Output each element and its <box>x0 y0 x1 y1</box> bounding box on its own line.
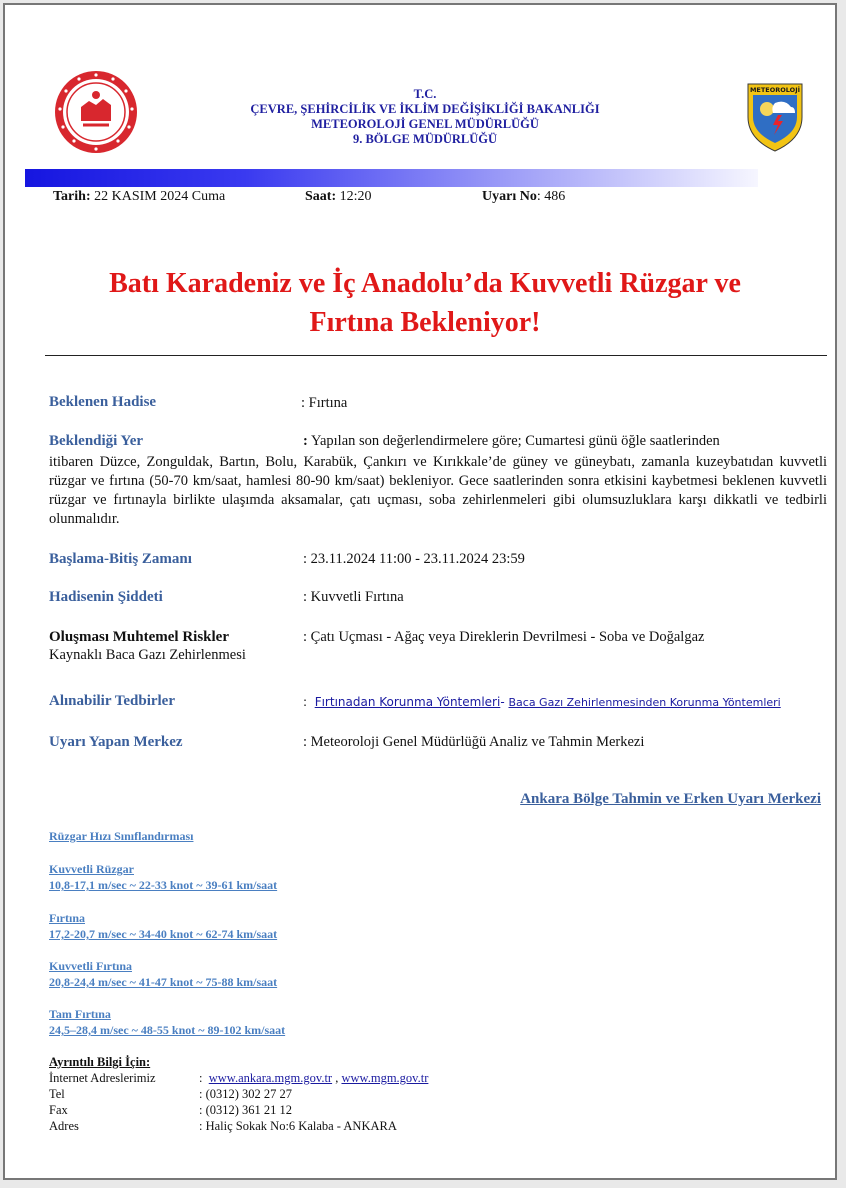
date-field <box>53 189 225 205</box>
warning-value: : 486 <box>536 189 566 204</box>
time-label: Saat: <box>305 189 337 204</box>
time-range-label: Başlama-Bitiş Zamanı <box>49 551 192 567</box>
wind-class-name[interactable]: Kuvvetli Rüzgar <box>49 862 134 876</box>
time-value: 12:20 <box>339 189 372 204</box>
wind-class-range[interactable]: 10,8-17,1 m/sec ~ 22-33 knot ~ 39-61 km/saat <box>49 878 278 892</box>
place-colon: : <box>303 433 308 449</box>
internet-label: İnternet Adreslerimiz <box>49 1071 156 1085</box>
wind-scale-heading[interactable]: Rüzgar Hızı Sınıflandırması <box>49 829 194 843</box>
ankara-website-link[interactable]: www.ankara.mgm.gov.tr <box>208 1071 333 1085</box>
contact-row-address <box>49 1119 397 1134</box>
divider <box>45 355 827 356</box>
time-field <box>305 189 372 205</box>
measures-separator: - <box>500 695 505 709</box>
time-range-value: : 23.11.2024 11:00 - 23.11.2024 23:59 <box>303 551 525 567</box>
place-label: Beklendiği Yer <box>49 433 144 449</box>
title-line-2: Fırtına Bekleniyor! <box>309 307 541 338</box>
event-value: : Fırtına <box>301 395 348 411</box>
header-text <box>165 87 685 147</box>
warning-number-field <box>482 189 565 205</box>
event-label: Beklenen Hadise <box>49 394 157 410</box>
warning-label: Uyarı No <box>482 189 537 204</box>
fax-value: : (0312) 361 21 12 <box>199 1103 293 1117</box>
wind-class-range[interactable]: 20,8-24,4 m/sec ~ 41-47 knot ~ 75-88 km/saat <box>49 975 278 989</box>
wind-class-name[interactable]: Kuvvetli Fırtına <box>49 959 132 973</box>
measures-label: Alınabilir Tedbirler <box>49 693 175 709</box>
measures-value <box>303 695 781 709</box>
contact-row-fax <box>49 1103 292 1118</box>
header-line-region: 9. BÖLGE MÜDÜRLÜĞÜ <box>352 132 498 146</box>
place-first-line <box>303 433 827 450</box>
url-separator: , <box>335 1071 339 1085</box>
fax-label: Fax <box>49 1103 68 1117</box>
ministry-seal-icon <box>53 69 139 155</box>
tel-label: Tel <box>49 1087 65 1101</box>
logo-text: METEOROLOJİ <box>749 86 801 94</box>
header-line-directorate: METEOROLOJİ GENEL MÜDÜRLÜĞÜ <box>311 117 539 131</box>
header-gradient-bar <box>25 169 758 187</box>
wind-class-range[interactable]: 24,5–28,4 m/sec ~ 48-55 knot ~ 89-102 km/saat <box>49 1023 286 1037</box>
mgm-website-link[interactable]: www.mgm.gov.tr <box>341 1071 429 1085</box>
contact-title: Ayrıntılı Bilgi İçin: <box>49 1055 151 1069</box>
header-line-ministry: ÇEVRE, ŞEHİRCİLİK VE İKLİM DEĞİŞİKLİĞİ BAKANLIĞI <box>250 102 600 116</box>
risk-value: : Çatı Uçması - Ağaç veya Direklerin Devrilmesi - Soba ve Doğalgaz <box>303 629 705 645</box>
regional-center-link[interactable]: Ankara Bölge Tahmin ve Erken Uyarı Merkezi <box>520 791 821 807</box>
risk-label: Oluşması Muhtemel Riskler <box>49 629 229 645</box>
internet-colon: : <box>199 1071 203 1085</box>
contact-row-internet <box>49 1071 428 1086</box>
issuing-center-value: : Meteoroloji Genel Müdürlüğü Analiz ve Tahmin Merkezi <box>303 734 645 750</box>
measures-colon: : <box>303 695 308 709</box>
flue-gas-protection-link[interactable]: Baca Gazı Zehirlenmesinden Korunma Yöntemleri <box>508 696 781 709</box>
risk-value-continued: Kaynaklı Baca Gazı Zehirlenmesi <box>49 647 246 663</box>
wind-class-name[interactable]: Fırtına <box>49 911 85 925</box>
place-first-text: Yapılan son değerlendirmelere göre; Cumartesi günü öğle saatlerinden <box>310 433 720 449</box>
warning-title <box>25 264 825 342</box>
issuing-center-label: Uyarı Yapan Merkez <box>49 734 183 750</box>
address-label: Adres <box>49 1119 79 1133</box>
severity-value: : Kuvvetli Fırtına <box>303 589 404 605</box>
tel-value: : (0312) 302 27 27 <box>199 1087 293 1101</box>
severity-label: Hadisenin Şiddeti <box>49 589 163 605</box>
contact-row-tel <box>49 1087 292 1102</box>
place-description: itibaren Düzce, Zonguldak, Bartın, Bolu, Karabük, Çankırı ve Kırıkkale’de güney ve güneybatı, zamanla kuzeybatıdan kuvvetli rüzgar ve fırtına (50-70 km/saat, hamlesi 80-90 km/saat) bekleniyor. Gece saatlerinden sonra etkisini kaybetmesi beklenen kuvvetli rüzgar ve fırtınayla birlikte ulaşımda aksamalar, çatı uçması, soba zehirlenmeleri gibi olumsuzluklara karşı dikkatli ve tedbirli olunmalıdır. <box>49 454 827 527</box>
address-value: : Haliç Sokak No:6 Kalaba - ANKARA <box>199 1119 397 1133</box>
meteoroloji-shield-icon <box>745 81 805 153</box>
date-label: Tarih: <box>53 189 91 204</box>
date-value: 22 KASIM 2024 Cuma <box>94 189 226 204</box>
wind-class-name[interactable]: Tam Fırtına <box>49 1007 111 1021</box>
wind-class-range[interactable]: 17,2-20,7 m/sec ~ 34-40 knot ~ 62-74 km/saat <box>49 927 278 941</box>
storm-protection-link[interactable]: Fırtınadan Korunma Yöntemleri <box>314 695 501 709</box>
header-line-tc: T.C. <box>413 87 437 101</box>
document-page <box>3 3 837 1180</box>
title-line-1: Batı Karadeniz ve İç Anadolu’da Kuvvetli Rüzgar ve <box>109 268 741 299</box>
